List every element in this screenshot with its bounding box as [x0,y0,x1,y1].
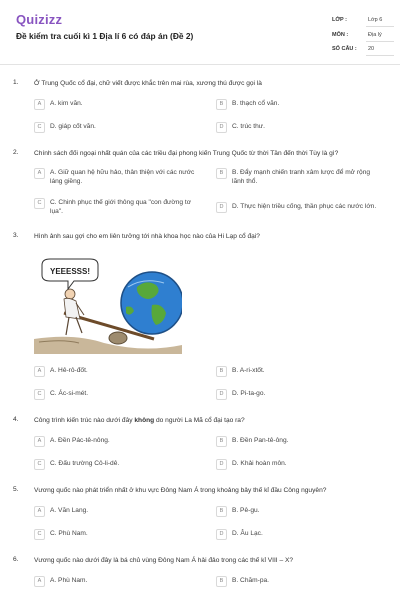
question-text: Vương quốc nào dưới đây là bá chủ vùng Đông Nam Á hải đảo trong các thế kỉ VIII – X? [34,557,294,564]
option-text: A. Văn Lang. [50,507,89,514]
option-letter: B [216,168,227,179]
option-text: B. thạch cổ văn. [232,100,280,107]
option-text: C. Đấu trường Cô-li-dê. [50,460,120,467]
option-letter: B [216,436,227,447]
option-text: A. Giữ quan hệ hữu hảo, thân thiện với các nước láng giềng. [50,169,195,185]
option-letter: A [34,99,45,110]
option-text: D. Âu Lạc. [232,530,263,537]
meta-count-value: 20 [368,46,375,52]
option-letter: D [216,122,227,133]
header-divider [0,64,400,65]
meta-underline [366,41,394,42]
option-letter: B [216,506,227,517]
option-text: C. Chinh phục thế giới thông qua "con đường tơ lụa". [50,199,192,215]
option-letter: A [34,506,45,517]
option-letter: D [216,389,227,400]
option-letter: A [34,576,45,587]
option-text: C. trúc thư. [232,123,265,130]
meta-subject-label: MÔN : [332,32,349,38]
option-text: B. Pê-gu. [232,507,260,514]
question-number: 2. [13,149,19,156]
option-letter: A [34,168,45,179]
speech-bubble-text: YEEESSS! [49,267,91,276]
option-text: B. Chăm-pa. [232,577,270,584]
option-text: C. Ác-si-mét. [50,390,89,397]
question-text [34,416,384,425]
option-text: A. Đền Pác-tê-nông. [50,437,110,444]
option-text: D. Thực hiện triều cống, thần phục các nước lớn. [232,203,377,210]
option-letter: C [34,122,45,133]
question-number: 4. [13,416,19,423]
question-text-emphasis: không [134,417,155,424]
page-header [0,0,400,64]
page-title: Đề kiểm tra cuối kì 1 Địa lí 6 có đáp án (Đề 2) [16,31,194,41]
option-letter: C [34,529,45,540]
option-text: D. Khải hoàn môn. [232,460,287,467]
question-text: Ở Trung Quốc cổ đại, chữ viết được khắc trên mai rùa, xương thú được gọi là [34,80,262,87]
option-text: B. Đẩy mạnh chiến tranh xâm lược để mở rộng lãnh thổ. [232,169,371,185]
option-letter: C [34,198,45,209]
option-text: A. Hê-rô-đốt. [50,367,88,374]
option-text: B. A-ri-xtốt. [232,367,265,374]
meta-count-label: SỐ CÂU : [332,46,357,52]
question-text: Hình ảnh sau gợi cho em liên tưởng tới nhà khoa học nào của Hi Lạp cổ đại? [34,233,260,240]
question-number: 5. [13,486,19,493]
question-text: Vương quốc nào phát triển nhất ở khu vực Đông Nam Á trong khoảng bảy thế kỉ đầu Công nguyên? [34,487,327,494]
archimedes-lever-illustration [34,253,182,354]
option-letter: A [34,436,45,447]
option-text: B. Đền Pan-tê-ông. [232,437,289,444]
question-number: 6. [13,556,19,563]
meta-grade-value: Lớp 6 [368,17,383,23]
meta-subject-value: Địa lý [368,32,382,38]
option-letter: B [216,576,227,587]
option-text: A. kim văn. [50,100,83,107]
option-letter: D [216,459,227,470]
question-text-part: do người La Mã cổ đại tạo ra? [154,417,245,424]
meta-underline [366,55,394,56]
option-letter: C [34,459,45,470]
question-number: 1. [13,79,19,86]
option-text: C. Phù Nam. [50,530,88,537]
quizizz-logo: Quizizz [16,12,63,27]
option-letter: A [34,366,45,377]
meta-underline [366,26,394,27]
option-letter: D [216,529,227,540]
meta-grade-label: LỚP : [332,17,347,23]
option-letter: B [216,99,227,110]
question-text-part: Công trình kiến trúc nào dưới đây [34,417,135,424]
option-letter: B [216,366,227,377]
option-text: A. Phù Nam. [50,577,88,584]
question-number: 3. [13,232,19,239]
option-text: D. Pi-ta-go. [232,390,266,397]
option-letter: D [216,202,227,213]
option-letter: C [34,389,45,400]
option-text: D. giáp cốt văn. [50,123,96,130]
question-text: Chính sách đối ngoại nhất quán của các triều đại phong kiến Trung Quốc từ thời Tần đến thời Tùy là gì? [34,150,339,157]
